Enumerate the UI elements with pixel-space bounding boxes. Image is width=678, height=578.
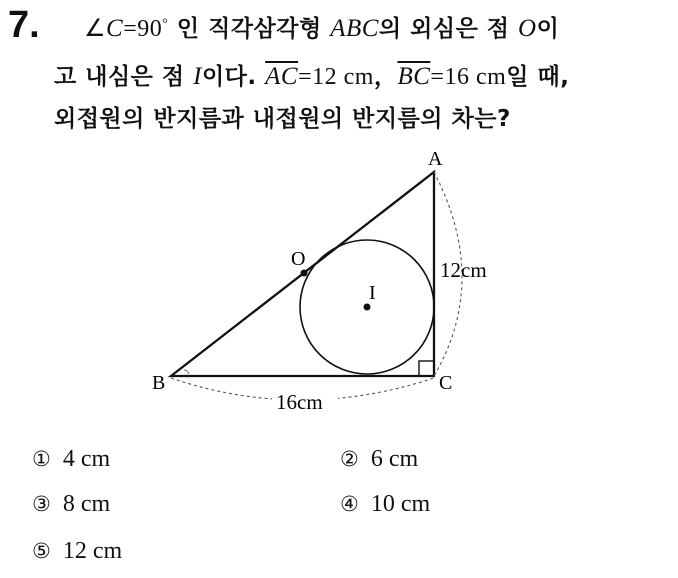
text-circumcenter: 의 외심은 점 — [378, 16, 519, 42]
question-line-3: 외접원의 반지름과 내접원의 반지름의 차는? — [54, 106, 511, 132]
angle-value: =90 — [123, 16, 163, 42]
question-number: 7. — [8, 4, 40, 46]
label-side-bc: 16cm — [276, 390, 323, 414]
text-line2-mid: 이다. — [201, 64, 266, 90]
angle-arc-b — [184, 370, 189, 374]
label-c: C — [439, 372, 453, 394]
label-o: O — [291, 248, 306, 270]
choice-2-value: 6 cm — [370, 446, 419, 472]
segment-bc: $\overline{BC}$ — [397, 63, 431, 90]
point-i-dot — [364, 304, 371, 311]
choice-2[interactable] — [340, 446, 418, 473]
label-side-ac: 12cm — [440, 258, 487, 282]
text-right-triangle: 인 직각삼각형 — [176, 16, 331, 42]
angle-symbol: ∠ — [84, 16, 107, 42]
segment-bc-value: =16 cm — [430, 64, 507, 90]
degree-symbol: ° — [162, 16, 169, 32]
choice-1[interactable] — [32, 446, 110, 473]
choice-5[interactable] — [32, 538, 122, 565]
triangle-name: ABC — [330, 15, 379, 42]
segment-ac-value: =12 cm — [298, 64, 374, 90]
choice-3-value: 8 cm — [62, 491, 111, 517]
angle-vertex: C — [106, 15, 124, 42]
choice-4-value: 10 cm — [370, 491, 431, 517]
choice-3[interactable] — [32, 491, 110, 518]
text-line2-end: 일 때, — [506, 64, 570, 90]
label-i: I — [369, 282, 376, 304]
choice-1-mark: ① — [32, 447, 51, 471]
choice-5-mark: ⑤ — [32, 539, 51, 563]
right-angle-mark — [419, 361, 434, 376]
choice-5-value: 12 cm — [62, 538, 123, 564]
segment-ac: $\overline{AC}$ — [265, 63, 299, 90]
point-o-dot — [301, 270, 308, 277]
choice-4[interactable] — [340, 491, 430, 518]
point-i-name: I — [193, 63, 202, 90]
label-a: A — [428, 148, 443, 170]
label-b: B — [152, 372, 166, 394]
point-o-name: O — [518, 15, 537, 42]
choice-3-mark: ③ — [32, 492, 51, 516]
choice-2-mark: ② — [340, 447, 359, 471]
choice-1-value: 4 cm — [62, 446, 111, 472]
text-line1-end: 이 — [536, 16, 560, 42]
text-incenter: 고 내심은 점 — [54, 64, 194, 90]
separator: ， — [373, 64, 398, 90]
choice-4-mark: ④ — [340, 492, 359, 516]
